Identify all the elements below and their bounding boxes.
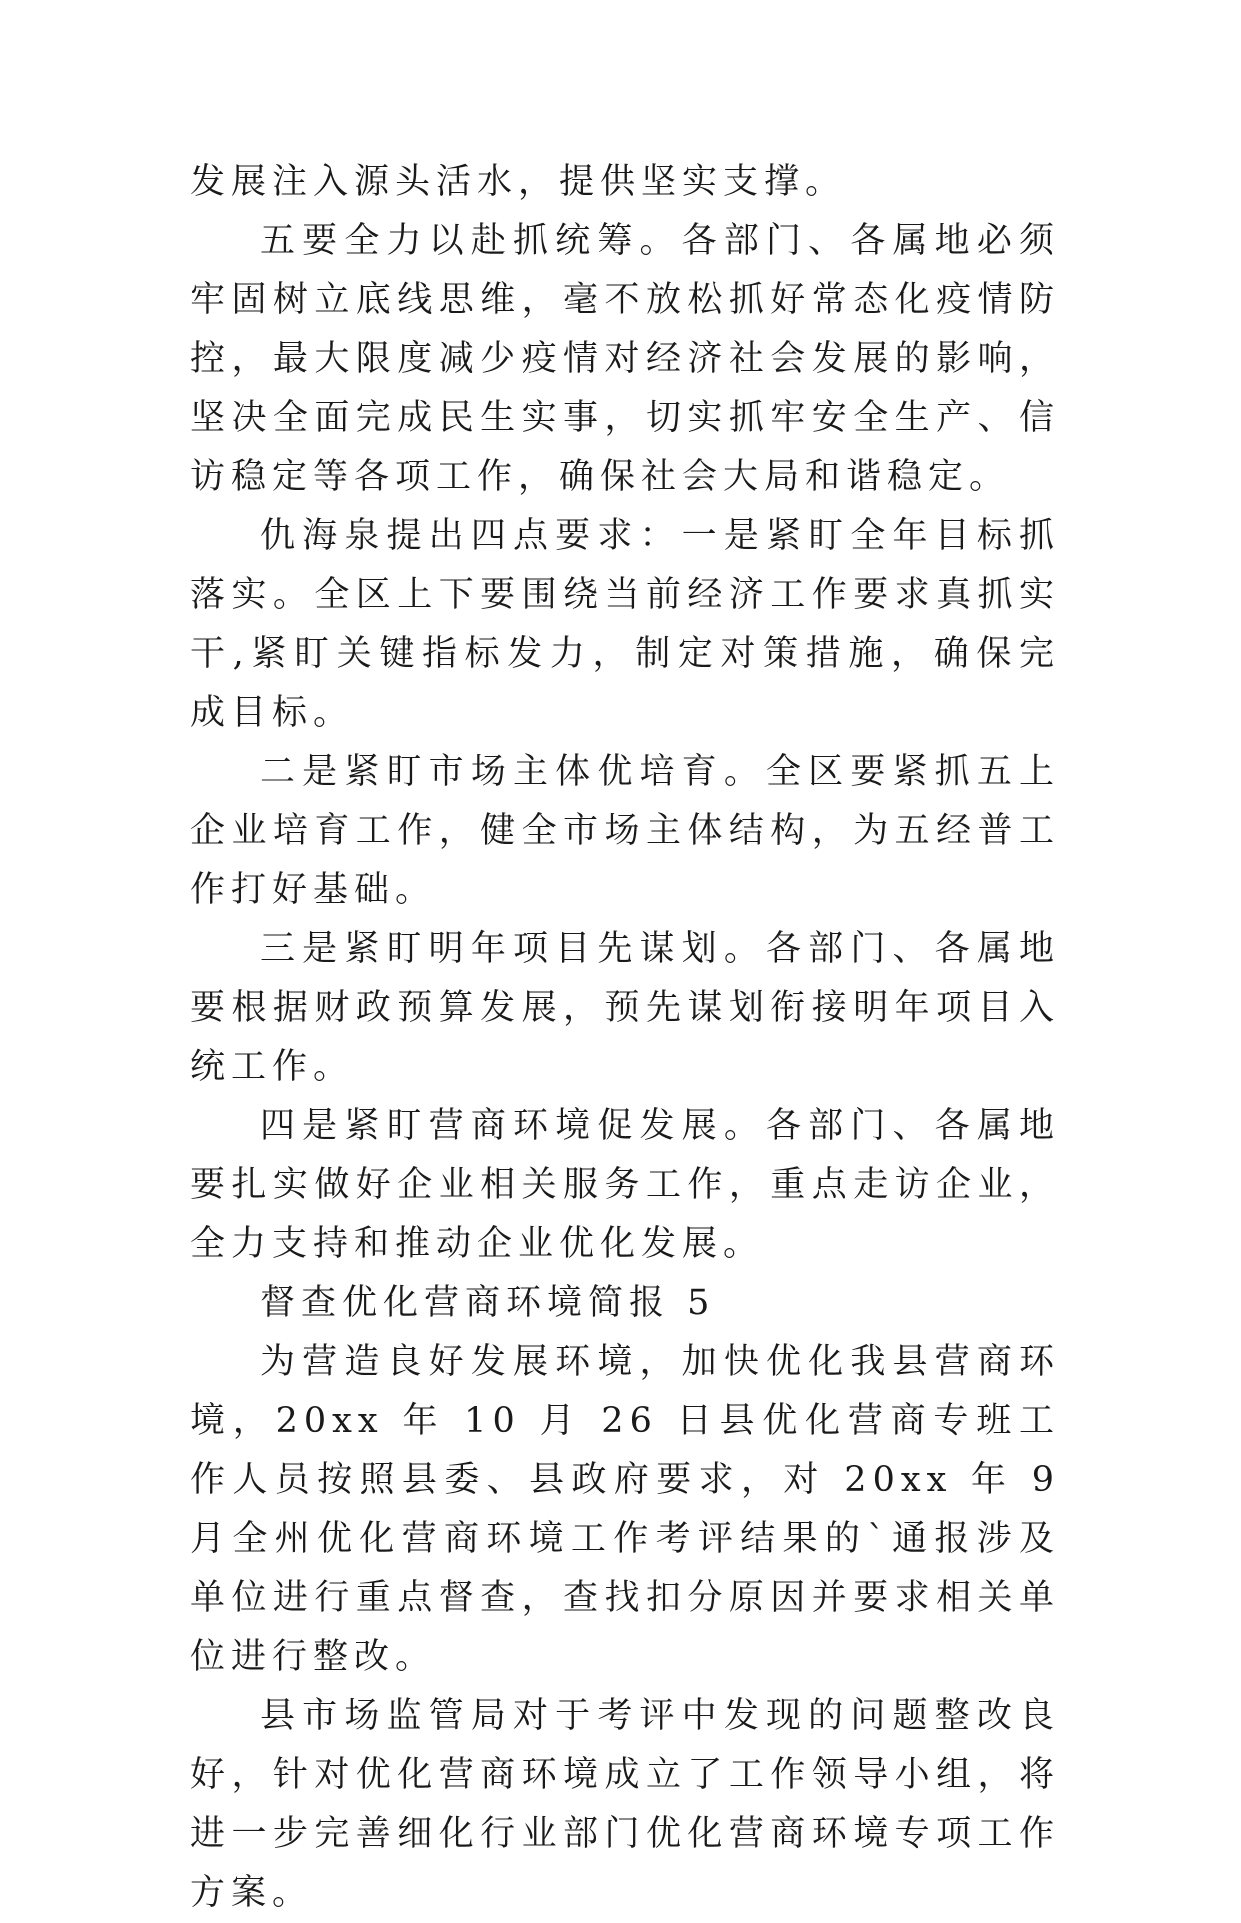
section-heading: 督查优化营商环境简报 5 <box>260 1283 716 1323</box>
paragraph-3: 仇海泉提出四点要求：一是紧盯全年目标抓落实。全区上下要围绕当前经济工作要求真抓实干,紧盯关键指标发力，制定对策措施，确保完成目标。 <box>190 516 1060 733</box>
paragraph-2: 五要全力以赴抓统筹。各部门、各属地必须牢固树立底线思维，毫不放松抓好常态化疫情防控，最大限度减少疫情对经济社会发展的影响，坚决全面完成民生实事，切实抓牢安全生产、信访稳定等各项工作，确保社会大局和谐稳定。 <box>190 221 1060 497</box>
paragraph-7: 为营造良好发展环境，加快优化我县营商环境，20xx 年 10 月 26 日县优化营商专班工作人员按照县委、县政府要求，对 20xx 年 9 月全州优化营商环境工作考评结果的`通报涉及单位进行重点督查，查找扣分原因并要求相关单位进行整改。 <box>190 1342 1060 1677</box>
paragraph-4: 二是紧盯市场主体优培育。全区要紧抓五上企业培育工作，健全市场主体结构，为五经普工作打好基础。 <box>190 752 1060 910</box>
paragraph-6: 四是紧盯营商环境促发展。各部门、各属地要扎实做好企业相关服务工作，重点走访企业，全力支持和推动企业优化发展。 <box>190 1106 1060 1264</box>
paragraph-5: 三是紧盯明年项目先谋划。各部门、各属地要根据财政预算发展，预先谋划衔接明年项目入统工作。 <box>190 929 1060 1087</box>
document-body <box>190 153 1060 1923</box>
paragraph-8: 县市场监管局对于考评中发现的问题整改良好，针对优化营商环境成立了工作领导小组，将进一步完善细化行业部门优化营商环境专项工作方案。 <box>190 1696 1060 1913</box>
paragraph-1: 发展注入源头活水，提供坚实支撑。 <box>190 162 847 202</box>
